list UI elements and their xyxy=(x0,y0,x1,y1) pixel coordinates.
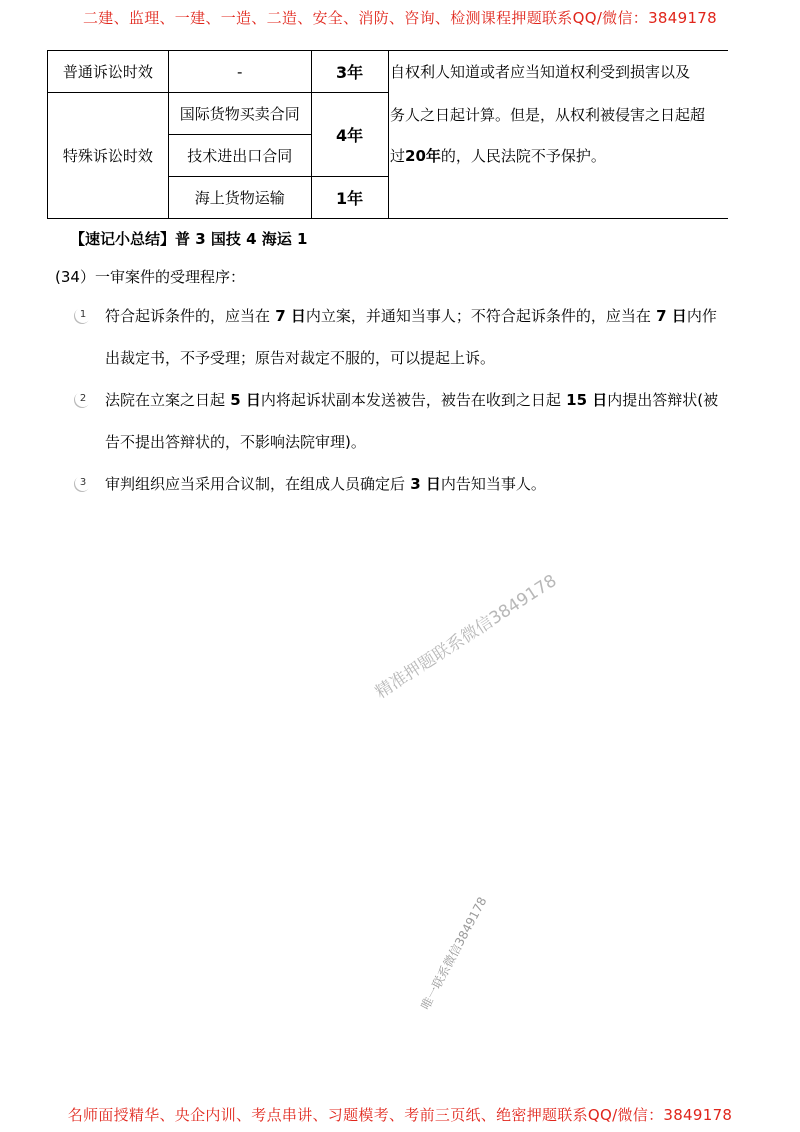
ordinary-years: 3年 xyxy=(311,51,388,93)
section-heading: (34）一审案件的受理程序： xyxy=(55,268,245,286)
note-line-1: 自权利人知道或者应当知道权利受到损害以及 xyxy=(390,63,691,81)
note-line-2: 务人之日起计算。但是，从权利被侵害之日起超 xyxy=(390,106,706,124)
limitation-table-area xyxy=(47,50,728,220)
list-item-text: 审判组织应当采用合议制，在组成人员确定后 3 日内告知当事人。 xyxy=(105,475,546,493)
special-contract-3: 海上货物运输 xyxy=(168,177,311,219)
special-contract-2: 技术进出口合同 xyxy=(168,135,311,177)
ordinary-label: 普通诉讼时效 xyxy=(48,51,169,93)
bottom-banner: 名师面授精华、央企内训、考点串讲、习题模考、考前三页纸、绝密押题联系QQ/微信：3849178 xyxy=(67,1106,733,1124)
circled-number: 1 xyxy=(75,307,91,323)
top-banner: 二建、监理、一建、一造、二造、安全、消防、咨询、检测课程押题联系QQ/微信：3849178 xyxy=(83,9,717,27)
list-item-text: 符合起诉条件的，应当在 7 日内立案，并通知当事人；不符合起诉条件的，应当在 7 日内作 出裁定书，不予受理；原告对裁定不服的，可以提起上诉。 xyxy=(105,307,717,367)
special-label: 特殊诉讼时效 xyxy=(48,93,169,219)
special-shared-years: 4年 xyxy=(311,93,388,177)
special-contract-1: 国际货物买卖合同 xyxy=(168,93,311,135)
circled-number: 3 xyxy=(75,475,91,491)
summary-mnemonic: 【速记小总结】普 3 国技 4 海运 1 xyxy=(70,230,308,248)
special-years-3: 1年 xyxy=(311,177,388,219)
note-line-3: 过20年的，人民法院不予保护。 xyxy=(390,147,606,165)
list-item-text: 法院在立案之日起 5 日内将起诉状副本发送被告，被告在收到之日起 15 日内提出答辩状(被 告不提出答辩状的，不影响法院审理)。 xyxy=(105,391,719,451)
watermark-text: 精准押题联系微信3849178 xyxy=(371,570,561,703)
watermark-text: 唯一联系微信3849178 xyxy=(418,894,490,1013)
ordinary-contract: - xyxy=(168,51,311,93)
circled-number: 2 xyxy=(75,391,91,407)
